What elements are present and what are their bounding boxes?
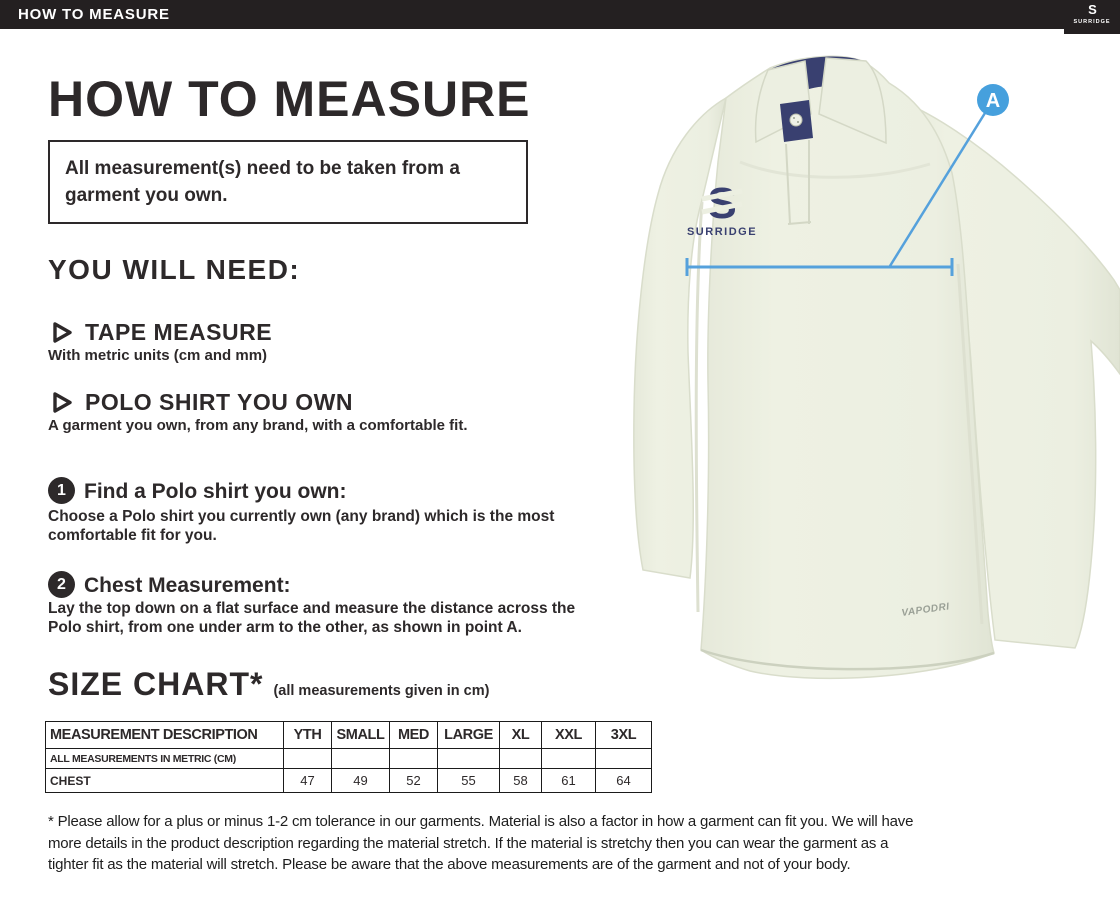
triangle-bullet-icon	[52, 391, 73, 419]
point-a-label: A	[985, 90, 1001, 112]
shirt-left-seam	[696, 202, 702, 612]
chest-med: 52	[390, 769, 438, 793]
col-large: LARGE	[438, 722, 500, 749]
col-yth: YTH	[284, 722, 332, 749]
size-chart-table	[45, 721, 652, 793]
chest-xxl: 61	[542, 769, 596, 793]
button-hole	[797, 121, 799, 123]
polo-shirt-image	[630, 52, 1120, 692]
step-2-description: Lay the top down on a flat surface and measure the distance across the Polo shirt, from one under arm to the other, as shown in point A.	[48, 600, 576, 636]
chest-label: CHEST	[46, 769, 284, 793]
empty-cell	[500, 749, 542, 769]
chest-large: 55	[438, 769, 500, 793]
chest-small: 49	[332, 769, 390, 793]
chest-3xl: 64	[596, 769, 652, 793]
measurement-notice-box: All measurement(s) need to be taken from a garment you own.	[48, 140, 528, 224]
empty-cell	[542, 749, 596, 769]
triangle-bullet-icon	[52, 321, 73, 349]
surridge-logo-icon: S	[1088, 2, 1096, 17]
size-chart-title: SIZE CHART*	[48, 666, 264, 702]
surridge-logo-wordmark: SURRIDGE	[1073, 19, 1111, 25]
shirt-logo-s-icon: S	[707, 179, 737, 228]
need-item-polo-shirt-desc: A garment you own, from any brand, with a comfortable fit.	[48, 417, 468, 434]
table-row-chest	[46, 769, 652, 793]
size-chart-header-row	[46, 722, 652, 749]
step-1-badge: 1	[48, 477, 75, 504]
shirt-button	[790, 114, 802, 126]
col-med: MED	[390, 722, 438, 749]
metric-note-label: ALL MEASUREMENTS IN METRIC (CM)	[46, 749, 284, 769]
size-chart-subtitle: (all measurements given in cm)	[273, 683, 490, 699]
shirt-logo-wordmark: SURRIDGE	[686, 226, 758, 238]
surridge-logo	[1064, 0, 1120, 34]
step-1-description: Choose a Polo shirt you currently own (any brand) which is the most comfortable fit for you.	[48, 508, 555, 544]
chest-yth: 47	[284, 769, 332, 793]
need-item-tape-measure: TAPE MEASURE	[85, 319, 273, 345]
empty-cell	[596, 749, 652, 769]
top-bar-title: HOW TO MEASURE	[18, 6, 170, 23]
page-title: HOW TO MEASURE	[48, 71, 531, 127]
need-item-polo-shirt: POLO SHIRT YOU OWN	[85, 389, 353, 415]
col-3xl: 3XL	[596, 722, 652, 749]
empty-cell	[284, 749, 332, 769]
chest-xl: 58	[500, 769, 542, 793]
col-xxl: XXL	[542, 722, 596, 749]
step-2-badge: 2	[48, 571, 75, 598]
empty-cell	[438, 749, 500, 769]
need-item-tape-measure-desc: With metric units (cm and mm)	[48, 347, 268, 364]
button-hole	[793, 117, 795, 119]
empty-cell	[390, 749, 438, 769]
col-xl: XL	[500, 722, 542, 749]
polo-shirt-illustration	[630, 52, 1120, 692]
table-row-metric-note	[46, 749, 652, 769]
size-chart-heading	[48, 666, 489, 703]
step-1-title: Find a Polo shirt you own:	[84, 480, 347, 503]
empty-cell	[332, 749, 390, 769]
col-measurement-description: MEASUREMENT DESCRIPTION	[46, 722, 284, 749]
step-2-title: Chest Measurement:	[84, 574, 291, 597]
you-will-need-heading: YOU WILL NEED:	[48, 254, 301, 285]
fabric-mark-label: VAPODRI	[900, 601, 951, 619]
col-small: SMALL	[332, 722, 390, 749]
tolerance-footnote: * Please allow for a plus or minus 1-2 cm tolerance in our garments. Material is also a factor in how a garment can fit you. We will have more details in the product description regarding the material stretch. If the material is stretchy then you can wear the garment as a tighter fit as the material will stretch. Please be aware that the above measurements are of the garment and not of your body.	[48, 813, 914, 873]
